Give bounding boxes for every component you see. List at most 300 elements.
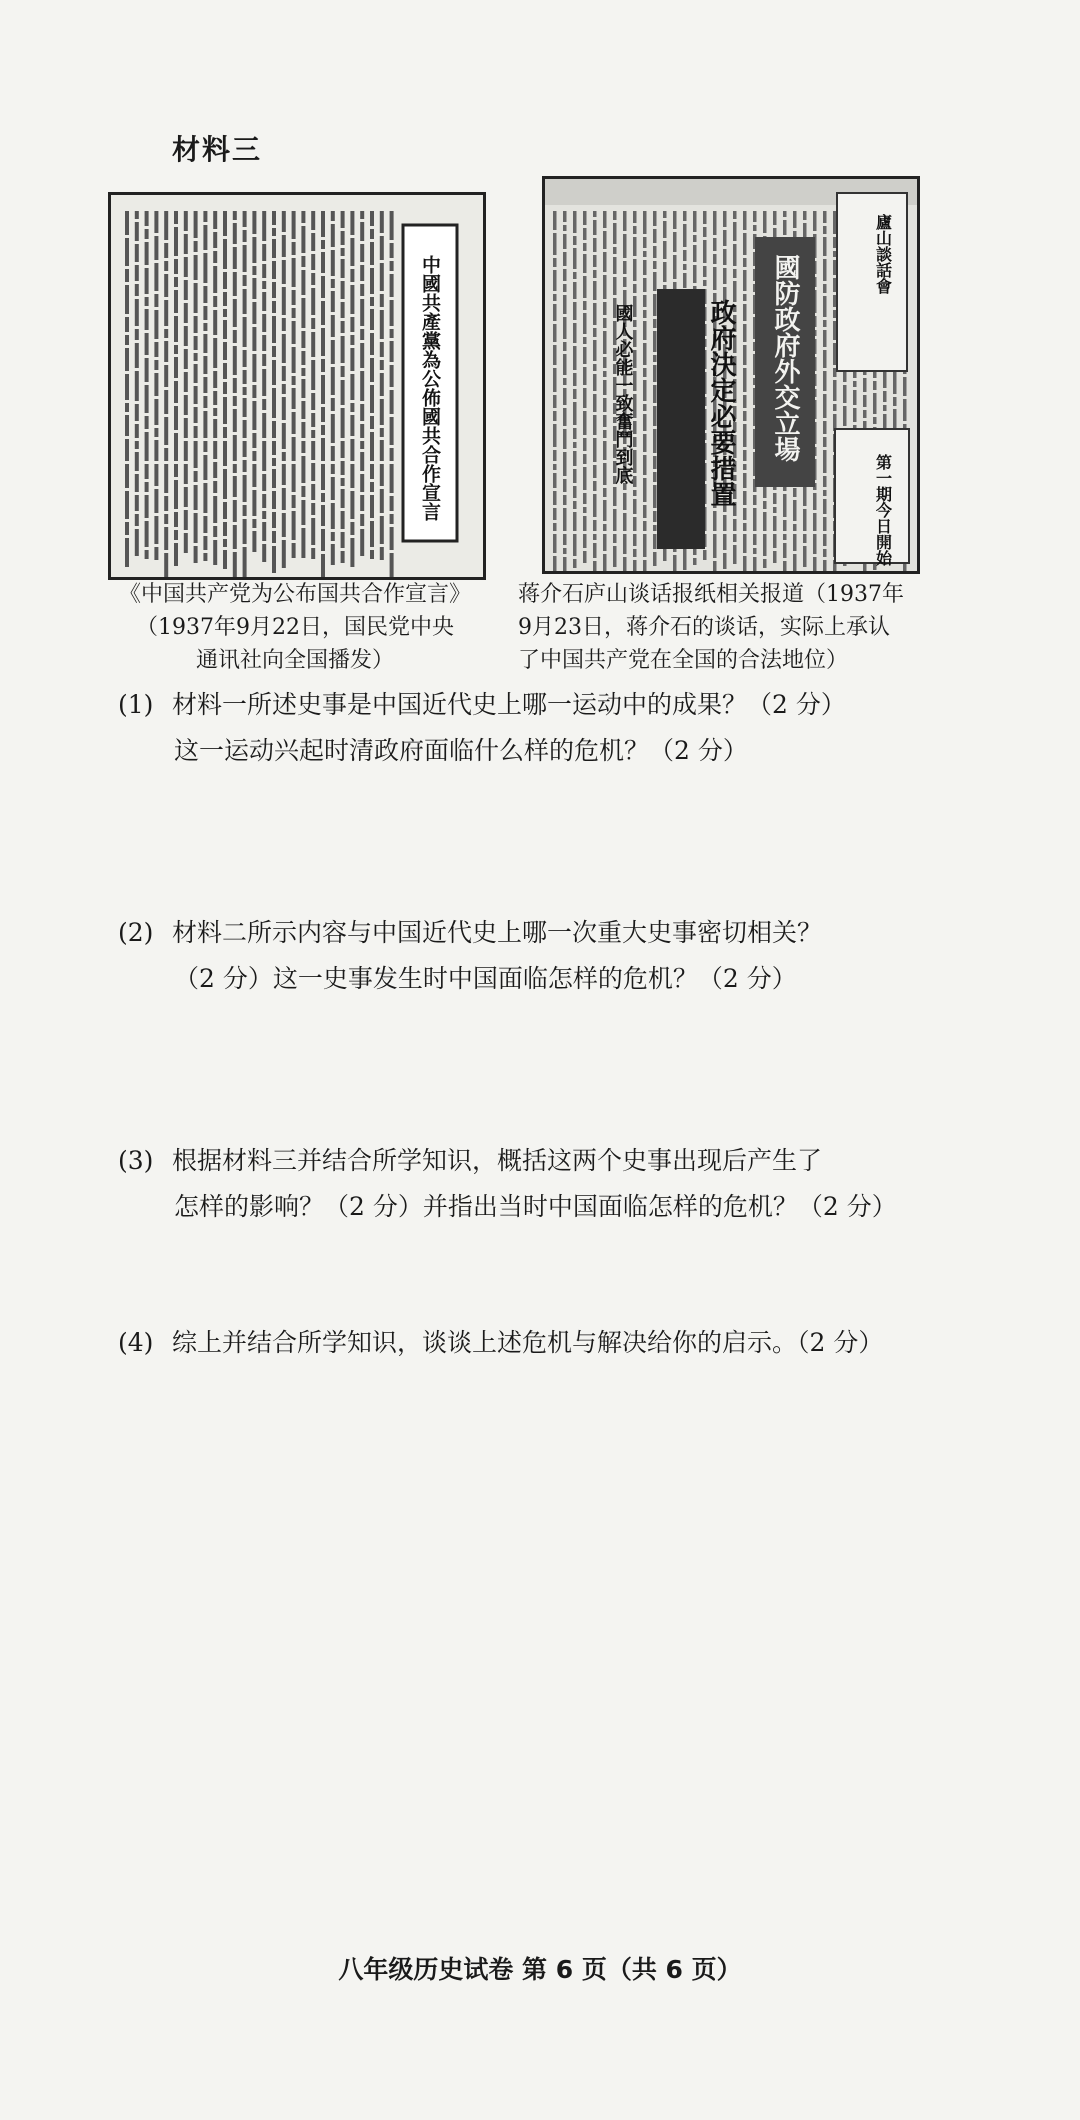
text-column-texture: [252, 433, 256, 448]
text-column-texture: [370, 358, 374, 382]
text-column-texture: [833, 310, 837, 318]
text-column-texture: [360, 514, 364, 526]
text-column-texture: [753, 534, 757, 545]
text-column-texture: [321, 252, 325, 273]
text-column-texture: [863, 395, 867, 407]
text-column-texture: [763, 512, 767, 531]
question-2: [118, 910, 978, 1002]
text-column-texture: [252, 211, 256, 234]
text-column-texture: [653, 511, 657, 522]
text-column-texture: [803, 509, 807, 531]
text-column-texture: [233, 223, 237, 244]
text-column-texture: [783, 534, 787, 540]
text-column-texture: [653, 525, 657, 531]
text-column-texture: [593, 364, 597, 371]
text-column-texture: [703, 266, 707, 277]
text-column-texture: [573, 323, 577, 343]
text-column-texture: [713, 511, 717, 531]
text-column-texture: [262, 244, 266, 261]
text-column-texture: [233, 552, 237, 577]
text-column-texture: [613, 487, 617, 506]
text-column-texture: [873, 381, 877, 390]
text-column-texture: [823, 237, 827, 256]
text-column-texture: [243, 387, 247, 395]
question-1-number: (1): [118, 690, 154, 719]
text-column-texture: [823, 517, 827, 531]
text-column-texture: [693, 245, 697, 262]
text-column-texture: [703, 211, 707, 224]
text-column-texture: [272, 531, 276, 543]
text-column-texture: [311, 503, 315, 515]
text-column-texture: [893, 372, 897, 394]
text-column-texture: [272, 228, 276, 236]
text-column-texture: [243, 317, 247, 347]
text-column-texture: [743, 211, 747, 230]
text-column-texture: [360, 441, 364, 449]
text-column-texture: [853, 408, 857, 422]
text-column-texture: [194, 353, 198, 361]
text-column-texture: [184, 349, 188, 369]
text-column-texture: [341, 408, 345, 438]
text-column-texture: [583, 367, 587, 385]
text-column-texture: [164, 300, 168, 326]
text-column-texture: [233, 211, 237, 220]
text-column-texture: [823, 450, 827, 473]
text-column-texture: [135, 529, 139, 556]
text-column-texture: [623, 534, 627, 554]
text-column-texture: [613, 223, 617, 244]
text-column-texture: [233, 272, 237, 296]
text-column-texture: [603, 357, 607, 368]
text-column-texture: [233, 435, 237, 461]
text-column-texture: [380, 547, 384, 560]
text-column-texture: [350, 348, 354, 371]
text-column-texture: [643, 368, 647, 377]
text-column-texture: [331, 367, 335, 395]
text-column-texture: [573, 346, 577, 370]
text-column-texture: [145, 432, 149, 461]
text-column-texture: [723, 515, 727, 531]
text-column-texture: [583, 388, 587, 408]
text-column-texture: [813, 534, 817, 554]
text-column-texture: [331, 503, 335, 529]
text-column-texture: [653, 229, 657, 243]
text-column-texture: [623, 483, 627, 490]
text-column-texture: [370, 550, 374, 559]
text-column-texture: [292, 388, 296, 409]
text-column-texture: [292, 347, 296, 373]
text-column-texture: [823, 421, 827, 434]
text-column-texture: [145, 521, 149, 547]
text-column-texture: [643, 310, 647, 318]
text-column-texture: [311, 393, 315, 410]
text-column-texture: [223, 342, 227, 360]
text-column-texture: [311, 518, 315, 545]
text-column-texture: [360, 371, 364, 401]
text-column-texture: [833, 260, 837, 275]
text-column-texture: [893, 409, 897, 430]
text-column-texture: [370, 309, 374, 330]
text-column-texture: [853, 390, 857, 405]
text-column-texture: [743, 450, 747, 461]
text-column-texture: [154, 489, 158, 513]
text-column-texture: [903, 377, 907, 396]
text-column-texture: [773, 534, 777, 548]
text-column-texture: [341, 461, 345, 475]
text-column-texture: [683, 273, 687, 288]
text-column-texture: [623, 493, 627, 510]
text-column-texture: [603, 415, 607, 427]
text-column-texture: [321, 438, 325, 461]
text-column-texture: [213, 526, 217, 537]
text-column-texture: [773, 516, 777, 531]
text-column-texture: [803, 487, 807, 506]
text-column-texture: [125, 374, 129, 400]
text-column-texture: [282, 464, 286, 485]
text-column-texture: [603, 398, 607, 412]
text-column-texture: [360, 284, 364, 296]
text-column-texture: [773, 493, 777, 504]
text-column-texture: [203, 225, 207, 250]
text-column-texture: [125, 335, 129, 345]
question-3-line2: 怎样的影响？（2 分）并指出当时中国面临怎样的危机？（2 分）: [174, 1192, 897, 1221]
text-column-texture: [663, 221, 667, 238]
text-column-texture: [341, 441, 345, 458]
text-column-texture: [262, 474, 266, 491]
text-column-texture: [553, 473, 557, 488]
text-column-texture: [743, 345, 747, 365]
text-column-texture: [743, 534, 747, 553]
text-column-texture: [833, 343, 837, 365]
text-column-texture: [213, 310, 217, 335]
text-column-texture: [350, 439, 354, 461]
text-column-texture: [573, 442, 577, 448]
text-column-texture: [145, 482, 149, 492]
text-column-texture: [174, 543, 178, 566]
text-column-texture: [360, 452, 364, 471]
text-column-texture: [883, 414, 887, 429]
text-column-texture: [653, 406, 657, 426]
text-column-texture: [125, 238, 129, 266]
text-column-texture: [653, 319, 657, 328]
text-column-texture: [593, 561, 597, 571]
text-column-texture: [390, 514, 394, 524]
text-column-texture: [370, 333, 374, 355]
text-column-texture: [553, 556, 557, 571]
text-column-texture: [341, 551, 345, 563]
left-caption-line2: （1937年9月22日，国民党中央: [136, 615, 454, 640]
text-column-texture: [331, 250, 335, 276]
text-column-texture: [282, 235, 286, 257]
text-column-texture: [583, 493, 587, 504]
text-column-texture: [301, 422, 305, 438]
text-column-texture: [223, 363, 227, 379]
text-column-texture: [252, 237, 256, 263]
text-column-texture: [233, 500, 237, 522]
text-column-texture: [643, 321, 647, 340]
text-column-texture: [833, 380, 837, 401]
text-column-texture: [603, 488, 607, 497]
text-column-texture: [272, 388, 276, 418]
text-column-texture: [370, 297, 374, 306]
text-column-texture: [272, 546, 276, 573]
text-column-texture: [341, 248, 345, 256]
text-column-texture: [573, 282, 577, 299]
text-column-texture: [823, 394, 827, 418]
text-column-texture: [743, 464, 747, 470]
text-column-texture: [583, 313, 587, 334]
text-column-texture: [194, 283, 198, 313]
text-column-texture: [793, 534, 797, 551]
text-column-texture: [125, 269, 129, 282]
text-column-texture: [603, 371, 607, 377]
text-column-texture: [773, 551, 777, 563]
text-column-texture: [203, 483, 207, 513]
text-column-texture: [563, 452, 567, 476]
text-column-texture: [184, 372, 188, 392]
text-column-texture: [262, 335, 266, 351]
text-column-texture: [573, 373, 577, 386]
text-column-texture: [331, 398, 335, 411]
text-column-texture: [252, 302, 256, 324]
text-column-texture: [633, 437, 637, 447]
text-column-texture: [573, 389, 577, 399]
text-column-texture: [292, 495, 296, 508]
text-column-texture: [603, 534, 607, 551]
text-column-texture: [823, 211, 827, 223]
text-column-texture: [833, 295, 837, 307]
text-column-texture: [145, 333, 149, 355]
text-column-texture: [213, 462, 217, 478]
text-column-texture: [321, 328, 325, 356]
text-column-texture: [553, 491, 557, 505]
text-column-texture: [623, 211, 627, 231]
text-column-texture: [653, 534, 657, 549]
text-column-texture: [164, 274, 168, 297]
text-column-texture: [743, 368, 747, 392]
text-column-texture: [233, 330, 237, 343]
right-caption-title: 蒋介石庐山谈话报纸相关报道（1937年: [518, 582, 904, 607]
text-column-texture: [370, 229, 374, 239]
text-column-texture: [390, 261, 394, 271]
text-column-texture: [573, 248, 577, 269]
text-column-texture: [213, 338, 217, 368]
text-column-texture: [213, 441, 217, 459]
text-column-texture: [282, 334, 286, 363]
question-1-line2: 这一运动兴起时清政府面临什么样的危机？（2 分）: [174, 736, 748, 765]
text-column-texture: [653, 261, 657, 269]
text-column-texture: [643, 380, 647, 401]
text-column-texture: [154, 360, 158, 370]
text-column-texture: [184, 418, 188, 438]
text-column-texture: [593, 220, 597, 235]
declaration-document-image: [108, 192, 486, 580]
text-column-texture: [301, 528, 305, 558]
text-column-texture: [380, 428, 384, 437]
text-column-texture: [341, 511, 345, 529]
text-column-texture: [135, 371, 139, 401]
text-column-texture: [733, 534, 737, 542]
text-column-texture: [203, 323, 207, 331]
text-column-texture: [331, 279, 335, 288]
text-column-texture: [262, 354, 266, 366]
text-column-texture: [350, 269, 354, 282]
text-column-texture: [331, 291, 335, 312]
text-column-texture: [252, 531, 256, 552]
text-column-texture: [360, 529, 364, 556]
text-column-texture: [321, 493, 325, 502]
text-column-texture: [194, 386, 198, 404]
text-column-texture: [331, 477, 335, 500]
text-column-texture: [563, 317, 567, 339]
text-column-texture: [390, 365, 394, 387]
text-column-texture: [673, 232, 677, 252]
left-caption-line3: 通讯社向全国播发）: [195, 648, 394, 673]
question-4-number: (4): [118, 1328, 154, 1357]
text-column-texture: [713, 238, 717, 251]
text-column-texture: [593, 281, 597, 300]
text-column-texture: [583, 254, 587, 273]
text-column-texture: [713, 267, 717, 290]
text-column-texture: [154, 464, 158, 486]
newspaper-report-image: [542, 176, 920, 574]
text-column-texture: [243, 350, 247, 367]
text-column-texture: [145, 464, 149, 479]
text-column-texture: [813, 211, 817, 231]
text-column-texture: [194, 513, 198, 543]
text-column-texture: [553, 450, 557, 461]
text-column-texture: [243, 547, 247, 577]
text-column-texture: [174, 406, 178, 430]
text-column-texture: [633, 421, 637, 434]
text-column-texture: [703, 280, 707, 286]
text-column-texture: [573, 469, 577, 483]
text-column-texture: [292, 211, 296, 239]
text-column-texture: [390, 496, 394, 511]
text-column-texture: [633, 237, 637, 256]
text-column-texture: [653, 246, 657, 258]
text-column-texture: [154, 440, 158, 461]
text-column-texture: [272, 239, 276, 258]
text-column-texture: [753, 508, 757, 531]
text-column-texture: [135, 299, 139, 326]
text-column-texture: [743, 324, 747, 342]
text-column-texture: [125, 538, 129, 567]
text-column-texture: [370, 416, 374, 429]
question-2-number: (2): [118, 918, 154, 947]
text-column-texture: [593, 465, 597, 478]
text-column-texture: [184, 303, 188, 323]
text-column-texture: [174, 277, 178, 287]
text-column-texture: [593, 340, 597, 361]
newspaper-report-graphic: [545, 179, 917, 571]
text-column-texture: [282, 260, 286, 284]
text-column-texture: [164, 553, 168, 577]
declaration-document-graphic: [111, 195, 483, 577]
text-column-texture: [593, 438, 597, 462]
text-column-texture: [331, 446, 335, 461]
text-column-texture: [823, 499, 827, 514]
text-column-texture: [321, 301, 325, 325]
text-column-texture: [233, 409, 237, 432]
text-column-texture: [633, 259, 637, 281]
text-column-texture: [184, 533, 188, 553]
text-column-texture: [573, 236, 577, 245]
text-column-texture: [243, 275, 247, 286]
text-column-texture: [194, 546, 198, 563]
text-column-texture: [272, 458, 276, 466]
text-column-texture: [633, 534, 637, 546]
text-column-texture: [683, 264, 687, 270]
text-column-texture: [713, 211, 717, 235]
text-column-texture: [164, 448, 168, 461]
text-column-texture: [833, 321, 837, 340]
text-column-texture: [360, 404, 364, 421]
text-column-texture: [380, 263, 384, 291]
text-column-texture: [663, 241, 667, 259]
text-column-texture: [203, 286, 207, 303]
text-column-texture: [233, 299, 237, 327]
text-column-texture: [174, 357, 178, 378]
text-column-texture: [823, 549, 827, 557]
text-column-texture: [194, 211, 198, 238]
text-column-texture: [603, 252, 607, 272]
text-column-texture: [563, 378, 567, 385]
text-column-texture: [563, 342, 567, 351]
text-column-texture: [252, 266, 256, 275]
text-column-texture: [713, 534, 717, 558]
text-column-texture: [370, 464, 374, 479]
text-column-texture: [125, 403, 129, 412]
text-column-texture: [563, 295, 567, 314]
text-column-texture: [643, 211, 647, 234]
text-column-texture: [292, 543, 296, 558]
text-column-texture: [553, 464, 557, 470]
text-column-texture: [823, 226, 827, 234]
text-column-texture: [282, 211, 286, 232]
text-column-texture: [553, 523, 557, 531]
text-column-texture: [174, 345, 178, 354]
text-column-texture: [563, 548, 567, 554]
text-column-texture: [164, 527, 168, 550]
text-column-texture: [623, 234, 627, 258]
text-column-texture: [262, 413, 266, 438]
text-column-texture: [350, 522, 354, 535]
text-column-texture: [723, 534, 727, 550]
text-column-texture: [243, 211, 247, 227]
text-column-texture: [643, 251, 647, 257]
text-column-texture: [370, 495, 374, 518]
text-column-texture: [723, 211, 727, 227]
text-column-texture: [292, 437, 296, 461]
text-column-texture: [350, 491, 354, 519]
text-column-texture: [194, 471, 198, 482]
text-column-texture: [252, 519, 256, 528]
text-column-texture: [603, 380, 607, 395]
text-column-texture: [783, 543, 787, 558]
text-column-texture: [633, 517, 637, 531]
text-column-texture: [252, 278, 256, 299]
text-column-texture: [360, 265, 364, 281]
text-column-texture: [223, 397, 227, 424]
text-column-texture: [125, 211, 129, 235]
text-column-texture: [311, 360, 315, 390]
text-column-texture: [583, 411, 587, 435]
text-column-texture: [613, 247, 617, 254]
text-column-texture: [350, 374, 354, 400]
text-column-texture: [145, 416, 149, 429]
text-column-texture: [331, 224, 335, 247]
